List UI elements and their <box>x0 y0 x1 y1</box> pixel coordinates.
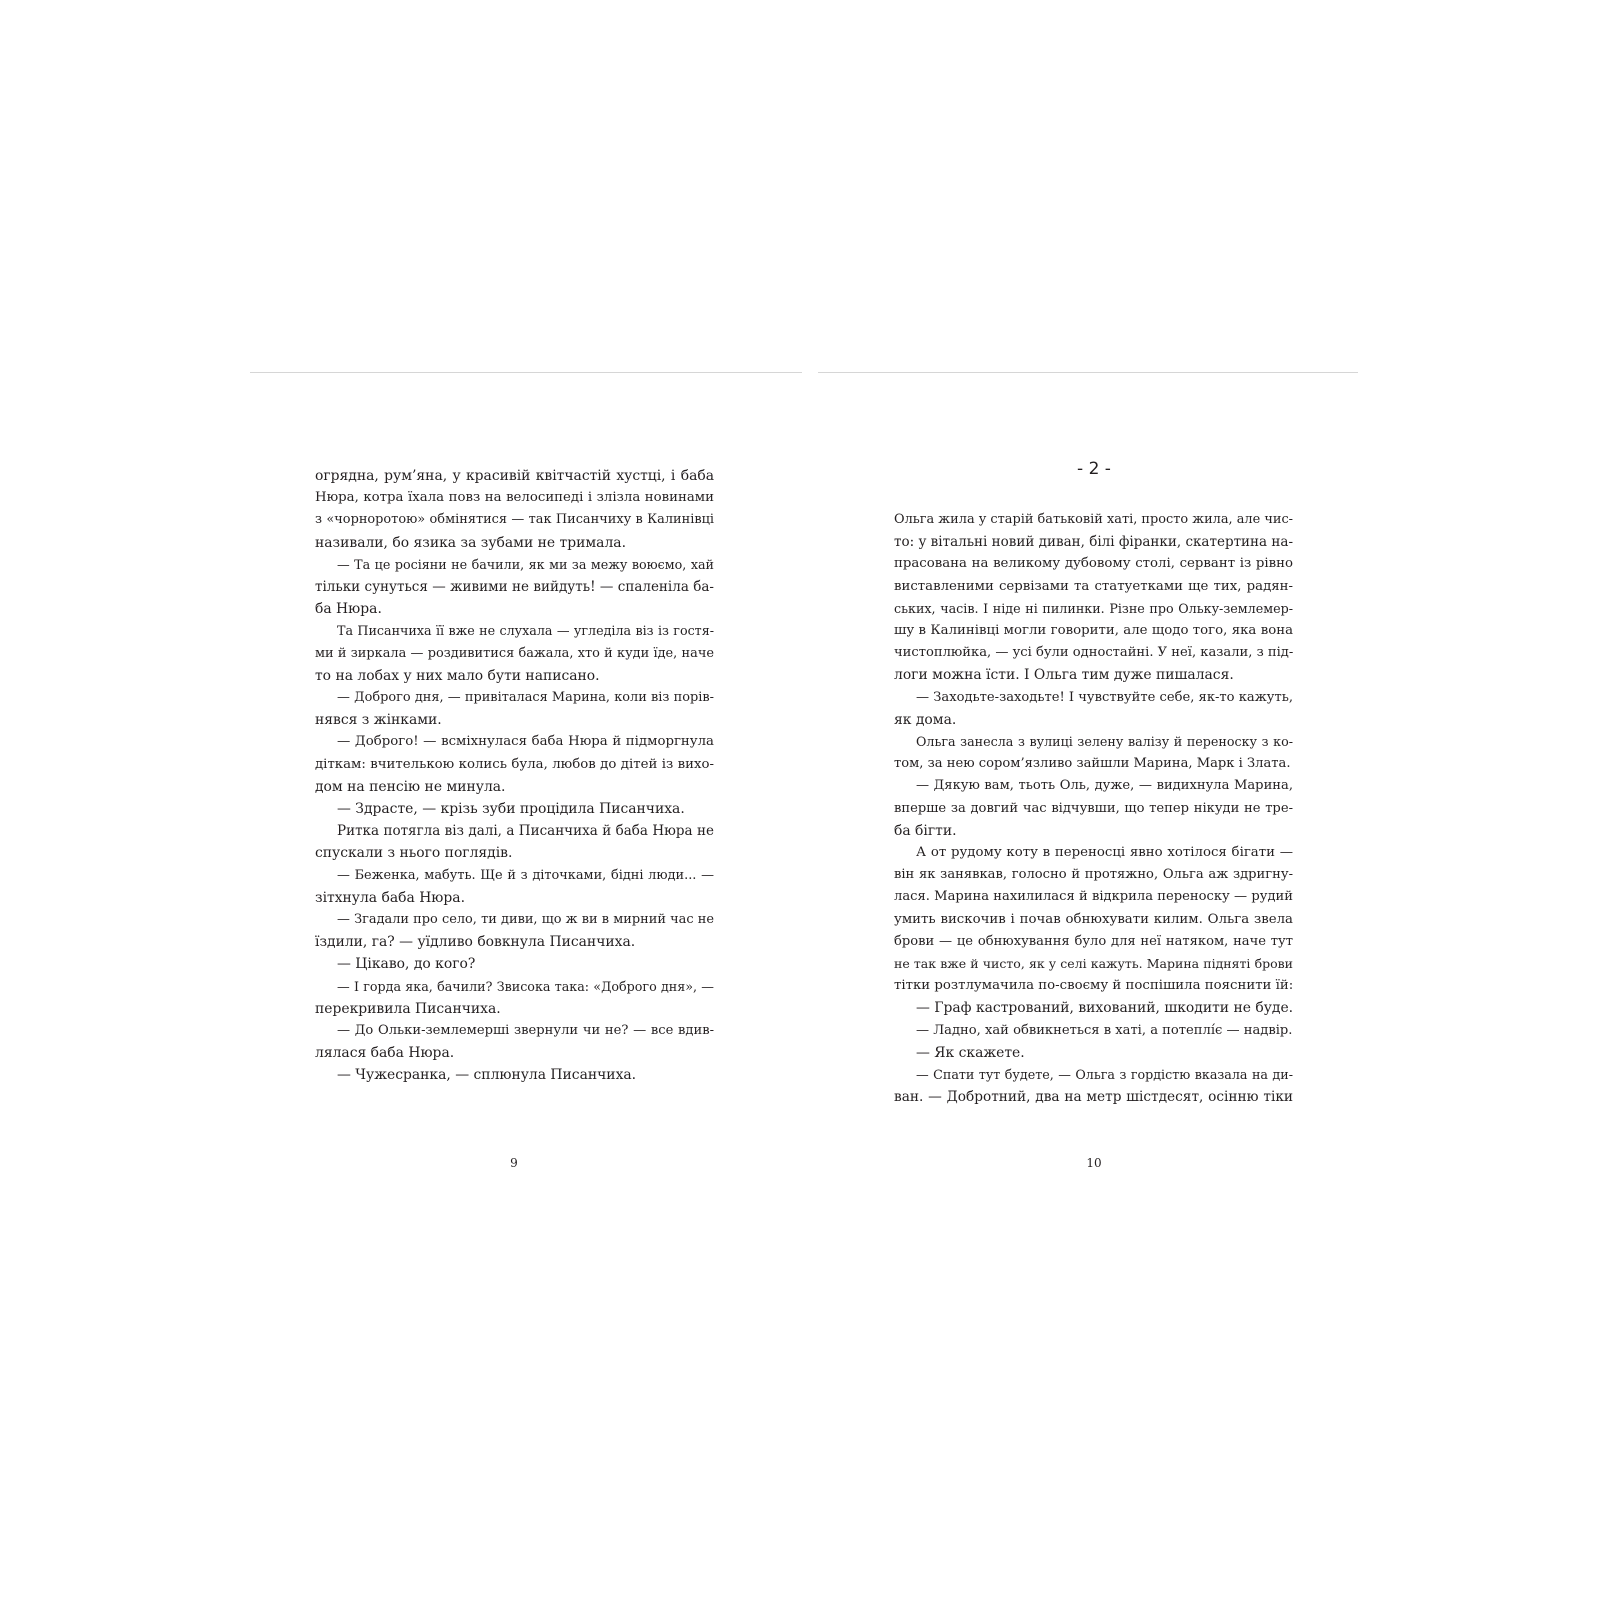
text-line: ми й зиркала — роздивитися бажала, хто й куди їде, наче <box>315 645 714 661</box>
text-line: спускали з нього поглядів. <box>315 845 513 862</box>
text-line: — Цікаво, до кого? <box>337 956 476 973</box>
text-line: — І горда яка, бачили? Звисока така: «Доброго дня», — <box>337 978 714 994</box>
text-line: шу в Калинівці могли говорити, але щодо того, яка вона <box>894 623 1293 639</box>
text-line: — До Ольки-землемерші звернули чи не? — все вдив- <box>337 1023 714 1039</box>
text-line: — Беженка, мабуть. Ще й з діточками, бідні люди... — <box>337 867 714 883</box>
text-line: — Спати тут будете, — Ольга з гордістю вказала на ди- <box>916 1067 1293 1083</box>
right-page-top-rule <box>818 372 1358 373</box>
text-line: брови — це обнюхування було для неї натяком, наче тут <box>894 933 1293 949</box>
text-line: том, за нею сором’язливо зайшли Марина, Марк і Злата. <box>894 756 1291 772</box>
text-line: А от рудому коту в переносці явно хотілося бігати — <box>916 845 1293 861</box>
text-line: логи можна їсти. І Ольга тим дуже пишалася. <box>894 667 1234 684</box>
right-page-number: 10 <box>1086 1156 1102 1170</box>
text-line: не так вже й чисто, як у селі кажуть. Марина підняті брови <box>894 956 1293 972</box>
text-line: Ольга жила у старій батьковій хаті, просто жила, але чис- <box>894 512 1294 527</box>
text-line: — Як скажете. <box>916 1044 1025 1061</box>
text-line: Ритка потягла віз далі, а Писанчиха й баба Нюра не <box>337 823 714 840</box>
text-line: тільки сунуться — живими не вийдуть! — спаленіла ба- <box>315 579 714 596</box>
left-page-body <box>315 465 714 1087</box>
text-line: називали, бо язика за зубами не тримала. <box>315 534 626 551</box>
right-page-body <box>894 509 1293 1108</box>
text-line: — Згадали про село, ти диви, що ж ви в мирний час не <box>337 912 714 928</box>
text-line: зітхнула баба Нюра. <box>315 889 465 906</box>
text-line: перекривила Писанчиха. <box>315 1000 501 1017</box>
text-line: — Ладно, хай обвикнеться в хаті, а потеплі́є — надвір. <box>916 1022 1293 1038</box>
text-line: — Та це росіяни не бачили, як ми за межу воюємо, хай <box>337 556 714 572</box>
text-line: Та Писанчиха її вже не слухала — угледіла віз із гостя- <box>337 623 714 639</box>
text-line: дом на пенсію не минула. <box>315 778 506 795</box>
text-line: ба бігти. <box>894 822 957 839</box>
text-line: Ольга занесла з вулиці зелену валізу й переноску з ко- <box>916 734 1293 750</box>
text-line: він як занявкав, голосно й протяжно, Ольга аж здригну- <box>894 867 1293 883</box>
text-line: — Здрасте, — крізь зуби процідила Писанчиха. <box>337 801 685 818</box>
text-line: — Чужесранка, — сплюнула Писанчиха. <box>337 1067 637 1084</box>
text-line: огрядна, рум’яна, у красивій квітчастій хустці, і баба <box>315 468 714 484</box>
text-line: ба Нюра. <box>315 601 382 618</box>
text-line: то на лобах у них мало бути написано. <box>315 667 600 684</box>
text-line: вперше за довгий час відчувши, що тепер нікуди не тре- <box>894 800 1293 816</box>
text-line: умить вискочив і почав обнюхувати килим. Ольга звела <box>894 911 1293 927</box>
text-line: — Граф кастрований, вихований, шкодити не буде. <box>916 1000 1294 1017</box>
text-line: ських, часів. І ніде ні пилинки. Різне про Ольку-землемер- <box>894 600 1293 616</box>
text-line: то: у вітальні новий диван, білі фіранки, скатертина на- <box>894 534 1293 551</box>
text-line: — Доброго! — всміхнулася баба Нюра й підморгнула <box>337 734 714 750</box>
text-line: — Доброго дня, — привіталася Марина, коли віз порів- <box>337 690 714 706</box>
text-line: нявся з жінками. <box>315 712 442 729</box>
left-page-top-rule <box>250 372 802 373</box>
text-line: чистоплюйка, — усі були одностайні. У неї, казали, з під- <box>894 645 1294 661</box>
text-line: прасована на великому дубовому столі, сервант із рівно <box>894 556 1293 572</box>
text-line: їздили, га? — уїдливо бовкнула Писанчиха. <box>315 934 636 951</box>
text-line: лася. Марина нахилилася й відкрила переноску — рудий <box>894 889 1293 905</box>
text-line: Нюра, котра їхала повз на велосипеді і злізла новинами <box>315 490 714 506</box>
text-line: діткам: вчителькою колись була, любов до дітей із вихо- <box>315 756 714 772</box>
text-line: з «чорноротою» обмінятися — так Писанчиху в Калинівці <box>315 512 714 528</box>
left-page-number: 9 <box>510 1156 518 1170</box>
text-line: як дома. <box>894 711 957 728</box>
text-line: ван. — Добротний, два на метр шістдесят, осінню тіки <box>894 1089 1293 1106</box>
chapter-number: - 2 - <box>1077 459 1111 479</box>
text-line: виставленими сервізами та статуетками ще тих, радян- <box>894 578 1293 594</box>
text-line: тітки розтлумачила по-своєму й поспішила пояснити їй: <box>894 978 1294 994</box>
text-line: — Дякую вам, тьоть Оль, дуже, — видихнула Марина, <box>916 778 1293 794</box>
text-line: лялася баба Нюра. <box>315 1045 455 1062</box>
text-line: — Заходьте-заходьте! І чувствуйте себе, як-то кажуть, <box>916 689 1293 705</box>
